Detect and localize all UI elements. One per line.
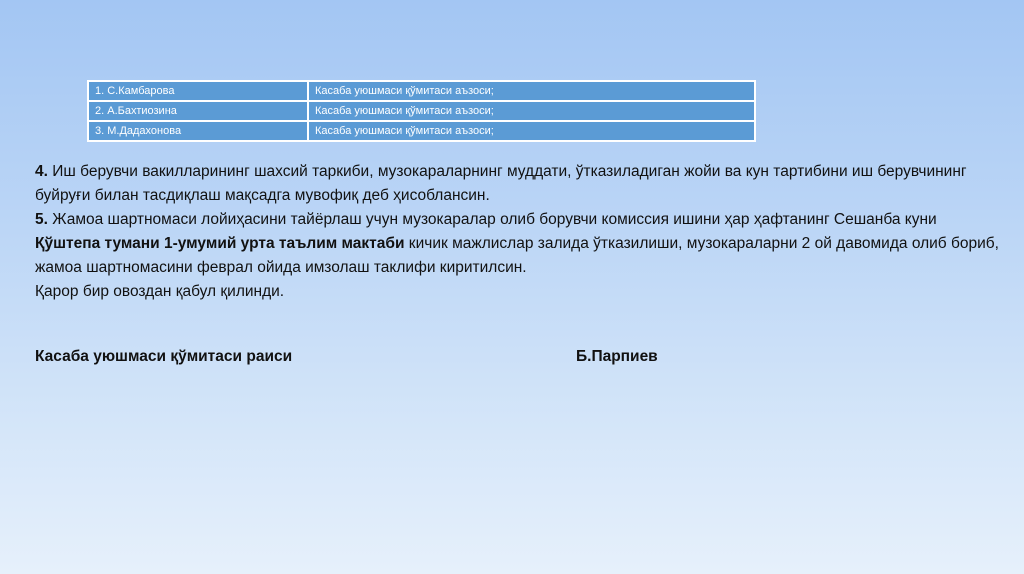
decision-text: Қарор бир овоздан қабул қилинди. (35, 283, 285, 300)
member-name: 3. М.Дадахонова (88, 121, 308, 141)
table-row (88, 121, 755, 141)
members-table (87, 80, 756, 142)
table-row (88, 101, 755, 121)
member-role: Касаба уюшмаси қўмитаси аъзоси; (308, 121, 755, 141)
paragraph-5-text-before: Жамоа шартномаси лойиҳасини тайёрлаш учун музокаралар олиб борувчи комиссия ишини ҳар ҳафтанинг Сешанба куни (47, 211, 937, 228)
paragraph-4-number: 4. (35, 163, 48, 180)
paragraph-5 (35, 208, 1005, 280)
signature-name: Б.Парпиев (576, 348, 658, 365)
member-name: 2. А.Бахтиозина (88, 101, 308, 121)
member-role: Касаба уюшмаси қўмитаси аъзоси; (308, 81, 755, 101)
school-name: Қўштепа тумани 1-умумий урта таълим мактаби (35, 235, 405, 252)
paragraph-4-text: Иш берувчи вакилларининг шахсий таркиби, музокараларнинг муддати, ўтказиладиган жойи ва кун тартибини иш берувчининг буйруғи билан тасдиқлаш мақсадга мувофиқ деб ҳисоблансин. (35, 163, 967, 204)
table-row (88, 81, 755, 101)
resolution-text (35, 160, 1005, 304)
paragraph-5-text-after: кичик мажлислар залида ўтказилиши, музокараларни 2 ой давомида олиб бориб, жамоа шартномасини феврал ойида имзолаш таклифи киритилсин. (35, 235, 999, 276)
member-name: 1. С.Камбарова (88, 81, 308, 101)
member-role: Касаба уюшмаси қўмитаси аъзоси; (308, 101, 755, 121)
signature-role: Касаба уюшмаси қўмитаси раиси (35, 348, 293, 365)
paragraph-4 (35, 160, 1005, 208)
paragraph-5-number: 5. (35, 211, 48, 228)
